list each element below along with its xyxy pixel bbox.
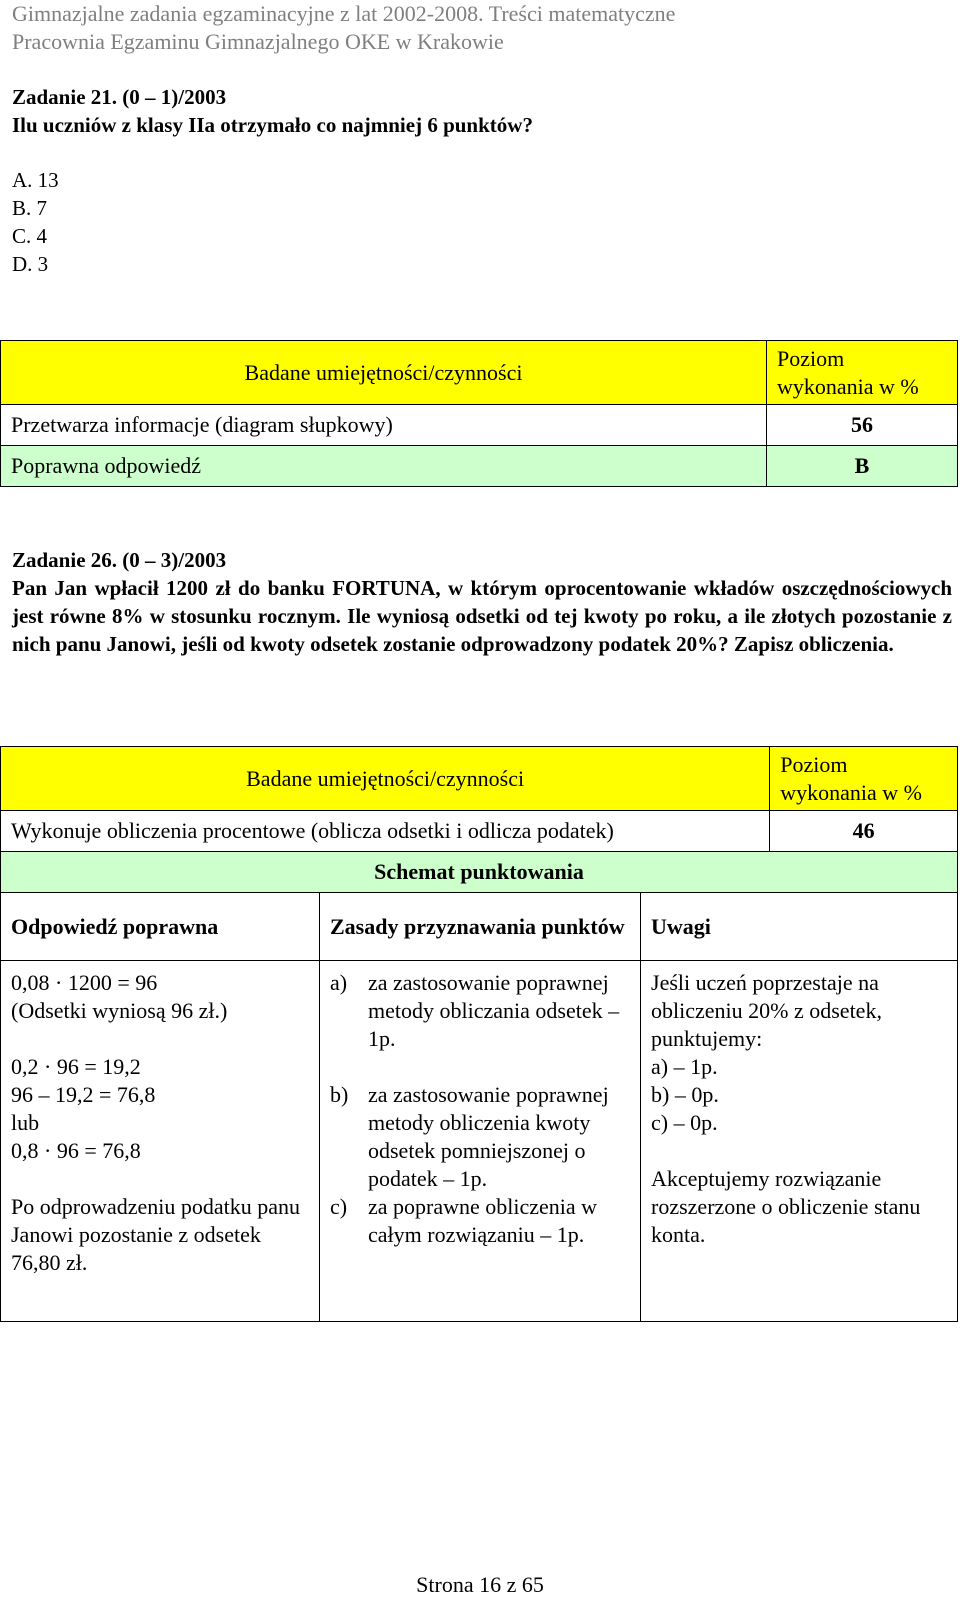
task26-text: Pan Jan wpłacił 1200 zł do banku FORTUNA, w którym oprocentowanie wkładów oszczędnościowych jest równe 8% w stosunku rocznym. Ile wyniosą odsetki od tej kwoty po roku, a ile złotych pozostanie z nich panu Janowi, jeśli od kwoty odsetek zostanie odprowadzony podatek 20%? Zapisz obliczenia. bbox=[12, 576, 952, 656]
header-line-1: Gimnazjalne zadania egzaminacyjne z lat 2002-2008. Treści matematyczne bbox=[12, 1, 676, 26]
answer-line: (Odsetki wyniosą 96 zł.) bbox=[11, 998, 228, 1023]
answer-line: lub bbox=[11, 1110, 40, 1135]
note-line: a) – 1p. bbox=[651, 1054, 718, 1079]
task26-skill: Wykonuje obliczenia procentowe (oblicza odsetki i odlicza podatek) bbox=[1, 811, 770, 852]
task21-level-header-line2: wykonania w % bbox=[777, 373, 919, 399]
answer-line: Po odprowadzeniu podatku panu Janowi pozostanie z odsetek 76,80 zł. bbox=[11, 1194, 300, 1275]
task21-skill-header: Badane umiejętności/czynności bbox=[1, 341, 767, 405]
col-rules-header: Zasady przyznawania punktów bbox=[320, 893, 641, 961]
page-number: Strona 16 z 65 bbox=[416, 1572, 544, 1597]
rule-item bbox=[330, 969, 630, 1053]
rule-label: c) bbox=[330, 1194, 348, 1219]
col-notes-header: Uwagi bbox=[641, 893, 958, 961]
rule-text: za zastosowanie poprawnej metody obliczania odsetek – 1p. bbox=[368, 970, 620, 1051]
rules-cell bbox=[320, 961, 641, 1322]
task21-option-a: A. 13 bbox=[12, 168, 59, 192]
task26-table bbox=[0, 746, 958, 1322]
task26-level-header-line2: wykonania w % bbox=[780, 779, 922, 805]
task21-table bbox=[0, 340, 958, 487]
task21-level-header-line1: Poziom bbox=[777, 345, 845, 371]
task21-option-b: B. 7 bbox=[12, 196, 48, 220]
task26-level-header bbox=[770, 747, 958, 811]
note-line: Jeśli uczeń poprzestaje na obliczeniu 20% z odsetek, punktujemy: bbox=[651, 970, 882, 1051]
task21-level: 56 bbox=[767, 405, 958, 446]
answer-line: 0,2 · 96 = 19,2 bbox=[11, 1054, 141, 1079]
task21-skill: Przetwarza informacje (diagram słupkowy) bbox=[1, 405, 767, 446]
col-answer-header: Odpowiedź poprawna bbox=[1, 893, 320, 961]
note-line: b) – 0p. bbox=[651, 1082, 719, 1107]
answer-line: 0,8 · 96 = 76,8 bbox=[11, 1138, 141, 1163]
answer-line: 0,08 · 1200 = 96 bbox=[11, 970, 158, 995]
task21-answer-label: Poprawna odpowiedź bbox=[1, 446, 767, 487]
schema-header: Schemat punktowania bbox=[1, 852, 958, 893]
task21-option-d: D. 3 bbox=[12, 252, 49, 276]
answer-line: 96 – 19,2 = 76,8 bbox=[11, 1082, 156, 1107]
task26-level: 46 bbox=[770, 811, 958, 852]
rule-label: b) bbox=[330, 1082, 349, 1107]
task21-answer: B bbox=[767, 446, 958, 487]
note-line: Akceptujemy rozwiązanie rozszerzone o obliczenie stanu konta. bbox=[651, 1166, 921, 1247]
rule-text: za poprawne obliczenia w całym rozwiązaniu – 1p. bbox=[368, 1194, 598, 1247]
answer-cell bbox=[1, 961, 320, 1322]
task21-question: Ilu uczniów z klasy IIa otrzymało co najmniej 6 punktów? bbox=[12, 113, 533, 137]
rule-text: za zastosowanie poprawnej metody obliczenia kwoty odsetek pomniejszonej o podatek – 1p. bbox=[368, 1082, 609, 1191]
rule-label: a) bbox=[330, 970, 348, 995]
task26-level-header-line1: Poziom bbox=[780, 751, 848, 777]
task26-skill-header: Badane umiejętności/czynności bbox=[1, 747, 770, 811]
rule-item bbox=[330, 1081, 630, 1193]
task21-title: Zadanie 21. (0 – 1)/2003 bbox=[12, 85, 227, 109]
rule-item bbox=[330, 1193, 630, 1249]
task21-level-header bbox=[767, 341, 958, 405]
task26-title: Zadanie 26. (0 – 3)/2003 bbox=[12, 548, 227, 572]
notes-cell bbox=[641, 961, 958, 1322]
note-line: c) – 0p. bbox=[651, 1110, 718, 1135]
header-line-2: Pracownia Egzaminu Gimnazjalnego OKE w Krakowie bbox=[12, 29, 504, 54]
task21-option-c: C. 4 bbox=[12, 224, 48, 248]
